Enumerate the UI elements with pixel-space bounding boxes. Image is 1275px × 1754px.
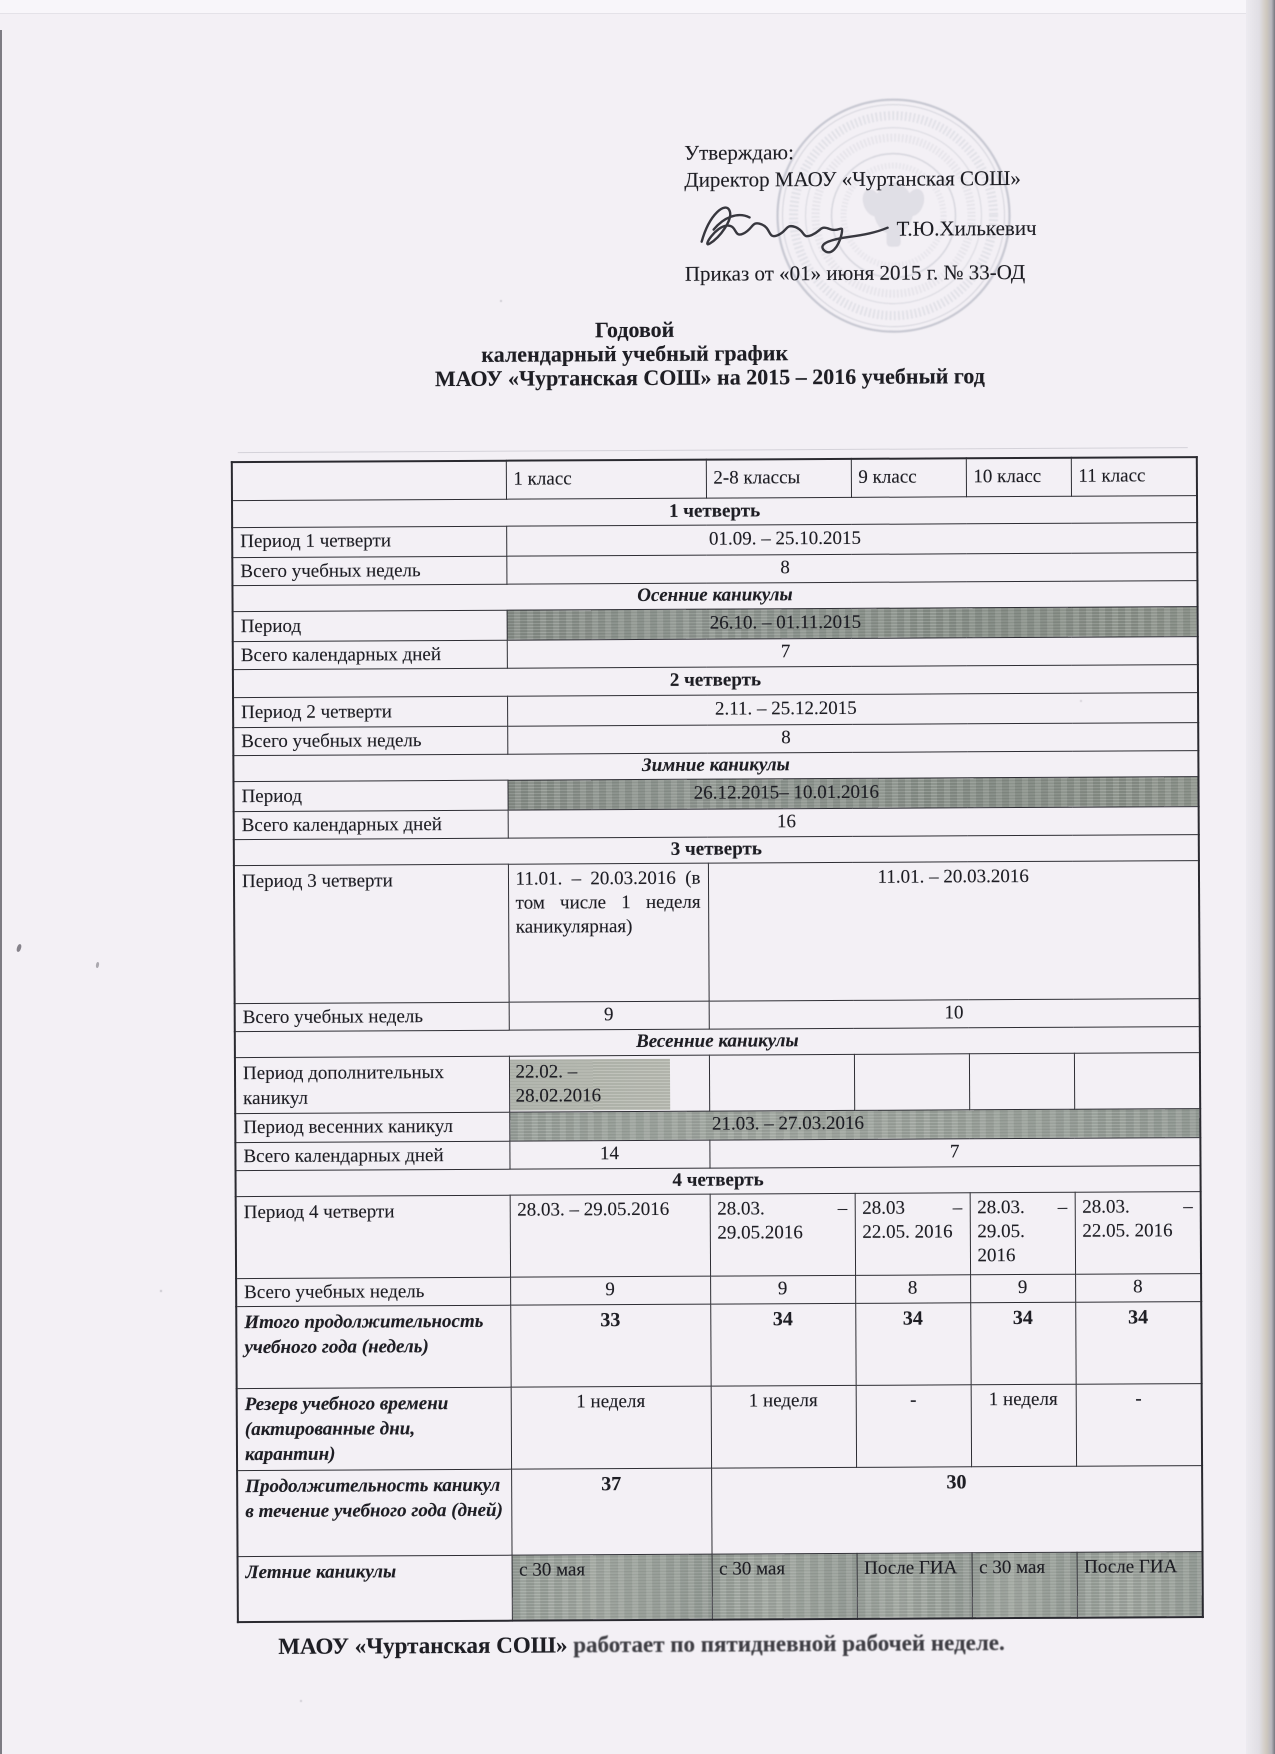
value-cell: 01.09. – 25.10.2015 [506, 522, 1197, 556]
value-cell: 30 [711, 1465, 1202, 1554]
value-cell: 7 [709, 1137, 1200, 1168]
value-cell: 9 [970, 1274, 1075, 1303]
class-column-header: 9 класс [851, 458, 966, 497]
scan-seam-line [238, 447, 1188, 453]
value-cell: 9 [710, 1275, 855, 1304]
row-label: Продолжительность каникул в течение учебного года (дней) [237, 1469, 511, 1556]
value-cell: 33 [510, 1304, 710, 1387]
footer-note-text: работает по пятидневной рабочей неделе. [573, 1630, 1005, 1658]
value-cell: 8 [855, 1274, 970, 1303]
value-cell: 28.03. – 22.05. 2016 [1075, 1191, 1201, 1274]
calendar-table-body [232, 457, 1203, 1622]
section-header: 4 четверть [236, 1165, 1201, 1196]
row-label: Всего учебных недель [232, 556, 506, 586]
class-column-header: 10 класс [966, 458, 1071, 497]
value-cell: 28.03. – 29.05.2016 [510, 1194, 710, 1277]
value-cell: 34 [710, 1303, 855, 1386]
scanner-edge-top [0, 0, 1275, 14]
footer-note [4, 1629, 1275, 1662]
row-label: Резерв учебного времени (актированные дни, карантин) [237, 1387, 511, 1470]
scanner-edge-right [1246, 0, 1275, 1754]
value-cell: 26.12.2015– 10.01.2016 [507, 776, 1198, 810]
row-label: Летние каникулы [238, 1555, 512, 1622]
value-cell [969, 1053, 1074, 1109]
footer-school-name: МАОУ «Чуртанская СОШ» [278, 1632, 568, 1659]
class-column-header: 1 класс [506, 460, 706, 499]
document-title [0, 315, 1272, 394]
table-row [235, 1052, 1200, 1113]
section-header: 3 четверть [234, 834, 1199, 865]
value-cell: с 30 мая [512, 1554, 712, 1621]
value-cell: 21.03. – 27.03.2016 [509, 1108, 1200, 1141]
section-header: Весенние каникулы [235, 1026, 1200, 1057]
row-label: Всего учебных недель [236, 1277, 510, 1307]
row-label: Период 4 четверти [236, 1195, 510, 1278]
value-cell: - [856, 1384, 971, 1467]
class-column-header: 2-8 классы [706, 459, 851, 498]
value-cell: 1 неделя [971, 1384, 1076, 1467]
row-label: Период [233, 780, 507, 811]
table-row [236, 1191, 1201, 1278]
value-cell: После ГИА [1077, 1551, 1203, 1618]
value-cell: с 30 мая [972, 1552, 1077, 1619]
class-column-header: 11 класс [1071, 457, 1197, 496]
row-label: Всего календарных дней [233, 640, 507, 670]
value-cell [1074, 1052, 1200, 1108]
title-line-1: Годовой [594, 316, 675, 343]
value-cell: 10 [709, 998, 1200, 1029]
value-cell: 28.03. – 29.05. 2016 [970, 1192, 1075, 1275]
row-label: Всего учебных недель [235, 1002, 509, 1032]
order-line: Приказ от «01» июня 2015 г. № 33-ОД [684, 259, 1026, 286]
official-stamp-icon [768, 90, 1019, 341]
table-header-row [232, 457, 1197, 500]
calendar-table [231, 456, 1204, 1623]
value-cell: 8 [506, 552, 1197, 584]
value-cell [854, 1054, 969, 1110]
row-label: Итого продолжительность учебного года (недель) [236, 1305, 510, 1388]
row-label: Период [233, 610, 507, 641]
section-header: Осенние каникулы [232, 580, 1197, 611]
row-label: Период 2 четверти [233, 696, 507, 727]
value-cell: 26.10. – 01.11.2015 [507, 606, 1198, 640]
row-label: Всего календарных дней [234, 810, 508, 840]
value-cell: 8 [507, 722, 1198, 754]
scanner-edge-left [0, 30, 2, 1754]
value-cell: После ГИА [857, 1552, 972, 1619]
corner-cell [232, 461, 506, 500]
row-label: Всего календарных дней [235, 1141, 509, 1171]
value-cell: 14 [509, 1140, 709, 1169]
value-cell [709, 1054, 854, 1110]
value-cell: 11.01. – 20.03.2016 (в том числе 1 неделя каникулярная) [508, 863, 709, 1002]
value-cell: с 30 мая [712, 1553, 857, 1620]
section-header: 1 четверть [232, 495, 1197, 527]
value-cell: 34 [1075, 1301, 1201, 1384]
value-cell: 37 [511, 1468, 711, 1555]
value-cell: 1 неделя [511, 1386, 711, 1469]
value-cell: 16 [508, 806, 1199, 838]
value-cell: 9 [510, 1276, 710, 1305]
value-cell: 7 [507, 636, 1198, 668]
value-cell: - [1076, 1383, 1202, 1466]
approval-director-line: Директор МАОУ «Чуртанская СОШ» [684, 165, 1021, 192]
title-line-3: МАОУ «Чуртанская СОШ» на 2015 – 2016 учебный год [434, 363, 985, 392]
row-label: Всего учебных недель [233, 726, 507, 756]
row-label: Период дополнительных каникул [235, 1056, 509, 1113]
table-row [238, 1551, 1203, 1622]
table-row [236, 1301, 1201, 1388]
section-header: Зимние каникулы [233, 750, 1198, 781]
value-cell: 11.01. – 20.03.2016 [708, 860, 1200, 1001]
section-header: 2 четверть [233, 664, 1198, 697]
director-name: Т.Ю.Хилькевич [896, 215, 1037, 241]
table-row [237, 1383, 1202, 1470]
value-cell [509, 1055, 709, 1112]
row-label: Период весенних каникул [235, 1112, 509, 1142]
table-row [237, 1465, 1202, 1556]
title-line-2: календарный учебный график [481, 340, 789, 367]
row-label: Период 3 четверти [234, 864, 509, 1003]
value-cell: 2.11. – 25.12.2015 [507, 692, 1198, 726]
value-cell: 1 неделя [711, 1385, 856, 1468]
table-row [234, 860, 1200, 1003]
value-cell: 34 [855, 1302, 970, 1385]
value-cell: 28.03 – 22.05. 2016 [855, 1192, 970, 1275]
row-label: Период 1 четверти [232, 526, 506, 557]
approval-label: Утверждаю: [684, 140, 794, 165]
value-cell: 28.03. – 29.05.2016 [710, 1193, 855, 1276]
value-cell: 34 [970, 1302, 1075, 1385]
shaded-text-patch: 22.02. – 28.02.2016 [509, 1059, 669, 1110]
value-cell: 9 [509, 1001, 709, 1030]
value-cell: 8 [1075, 1273, 1201, 1302]
